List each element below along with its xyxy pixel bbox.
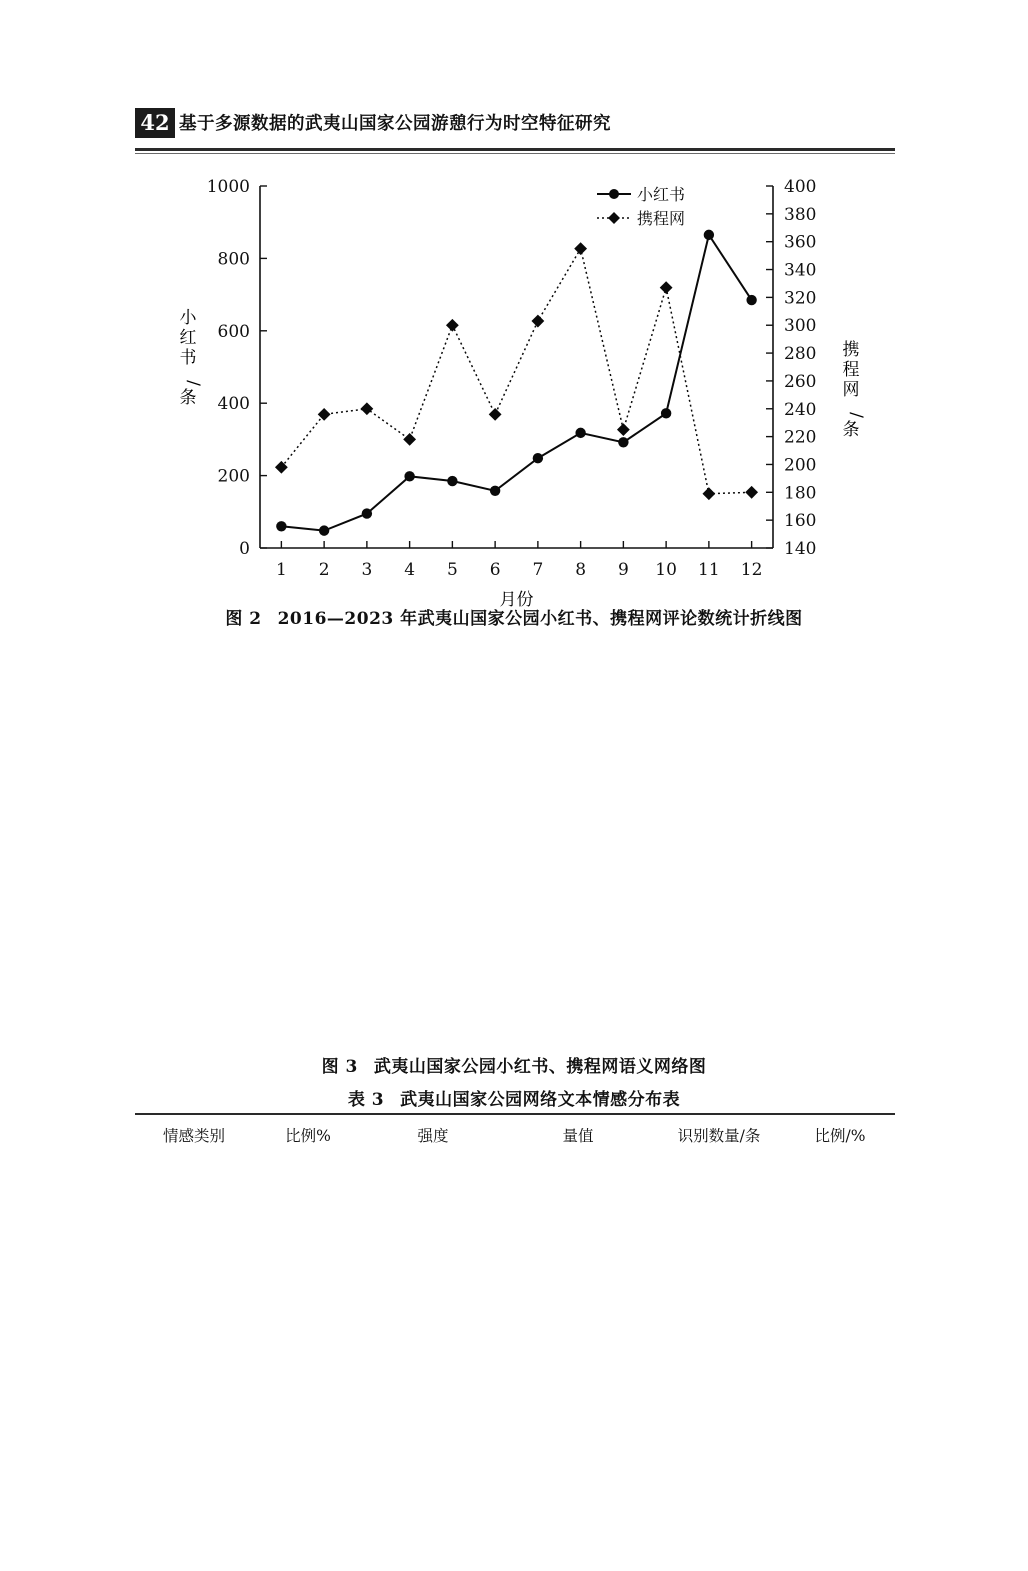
y-tick-label-right: 140 bbox=[784, 539, 817, 559]
y-tick-label-right: 380 bbox=[784, 204, 817, 225]
x-tick-label: 4 bbox=[404, 560, 416, 580]
figure-3-caption-text: 武夷山国家公园小红书、携程网语义网络图 bbox=[373, 1057, 707, 1077]
col-header-range: 量值 bbox=[562, 1127, 594, 1145]
y-axis-title-left: 条 bbox=[179, 388, 197, 408]
y-tick-label-right: 200 bbox=[784, 455, 817, 476]
y-axis-title-left: 书 bbox=[179, 348, 197, 368]
page-number: 42 bbox=[135, 108, 175, 138]
x-tick-label: 2 bbox=[318, 560, 330, 580]
data-point-diamond bbox=[702, 487, 715, 500]
y-tick-label-right: 180 bbox=[784, 483, 817, 504]
col-header-count: 识别数量/条 bbox=[677, 1127, 761, 1145]
y-tick-label-right: 320 bbox=[784, 288, 817, 309]
network-svg bbox=[135, 640, 895, 1045]
chart-svg bbox=[135, 168, 895, 610]
x-tick-label: 8 bbox=[575, 560, 587, 580]
x-tick-label: 11 bbox=[698, 560, 720, 580]
data-point-diamond bbox=[617, 423, 630, 436]
y-tick-label-right: 360 bbox=[784, 232, 817, 253]
data-point-diamond bbox=[531, 315, 544, 328]
figure-3-semantic-network bbox=[135, 640, 895, 1045]
data-point-diamond bbox=[489, 408, 502, 421]
data-point-diamond bbox=[660, 281, 673, 294]
y-tick-label-left: 1000 bbox=[206, 177, 250, 197]
x-tick-label: 12 bbox=[740, 560, 763, 580]
table-3-caption-label: 表 3 bbox=[347, 1090, 385, 1110]
legend-marker-circle bbox=[609, 189, 619, 199]
col-header-percent: 比例/% bbox=[814, 1127, 866, 1145]
data-point-diamond bbox=[446, 319, 459, 332]
series-line-0 bbox=[281, 235, 751, 531]
x-tick-label: 6 bbox=[489, 560, 501, 580]
x-tick-label: 7 bbox=[532, 560, 544, 580]
x-tick-label: 5 bbox=[446, 560, 458, 580]
figure-2-caption bbox=[0, 604, 1028, 629]
data-point-circle bbox=[362, 508, 372, 518]
legend-label: 小红书 bbox=[637, 185, 686, 204]
figure-3-caption-label: 图 3 bbox=[321, 1057, 358, 1077]
data-point-diamond bbox=[574, 242, 587, 255]
table-head bbox=[135, 1114, 895, 1155]
header-rule-thin bbox=[135, 153, 895, 154]
data-point-diamond bbox=[403, 433, 416, 446]
table-header-row bbox=[135, 1114, 895, 1155]
y-tick-label-left: 400 bbox=[217, 394, 250, 415]
header-rule-thick bbox=[135, 148, 895, 151]
col-header-intensity: 强度 bbox=[417, 1127, 449, 1145]
y-axis-title-right: 程 bbox=[842, 360, 860, 380]
y-tick-label-left: 800 bbox=[217, 249, 250, 270]
x-tick-label: 10 bbox=[655, 560, 677, 580]
y-tick-label-left: 600 bbox=[217, 321, 250, 342]
sentiment-distribution-table bbox=[135, 1113, 895, 1155]
x-tick-label: 9 bbox=[617, 560, 629, 580]
figure-2-caption-text: 2016—2023 年武夷山国家公园小红书、携程网评论数统计折线图 bbox=[277, 609, 803, 629]
y-tick-label-right: 220 bbox=[784, 427, 817, 448]
figure-3-caption bbox=[0, 1052, 1028, 1077]
col-header-category: 情感类别 bbox=[162, 1127, 225, 1145]
running-head bbox=[135, 108, 895, 152]
legend-label: 携程网 bbox=[637, 209, 686, 228]
figure-2-caption-label: 图 2 bbox=[225, 609, 262, 629]
data-point-circle bbox=[447, 476, 457, 486]
data-point-diamond bbox=[360, 402, 373, 415]
data-point-circle bbox=[319, 525, 329, 535]
y-tick-label-right: 260 bbox=[784, 371, 817, 392]
table-3-caption-text: 武夷山国家公园网络文本情感分布表 bbox=[400, 1090, 681, 1110]
y-tick-label-right: 300 bbox=[784, 316, 817, 337]
col-header-ratio: 比例% bbox=[285, 1127, 331, 1145]
y-axis-title-right: / bbox=[846, 412, 866, 418]
data-point-circle bbox=[746, 295, 756, 305]
x-axis-title: 月份 bbox=[499, 590, 534, 610]
running-title: 基于多源数据的武夷山国家公园游憩行为时空特征研究 bbox=[179, 114, 611, 134]
figure-2-line-chart bbox=[135, 168, 895, 610]
series-line-1 bbox=[281, 249, 751, 494]
data-point-circle bbox=[533, 453, 543, 463]
data-point-circle bbox=[661, 408, 671, 418]
y-tick-label-right: 340 bbox=[784, 260, 817, 281]
data-point-circle bbox=[490, 486, 500, 496]
y-tick-label-right: 280 bbox=[784, 344, 817, 365]
table-3-caption bbox=[0, 1085, 1028, 1110]
legend-marker-diamond bbox=[608, 212, 620, 224]
data-point-circle bbox=[575, 428, 585, 438]
y-axis-title-right: 携 bbox=[842, 340, 860, 360]
y-axis-title-right: 条 bbox=[842, 420, 860, 440]
data-point-circle bbox=[618, 437, 628, 447]
y-tick-label-left: 200 bbox=[217, 466, 250, 487]
y-tick-label-right: 160 bbox=[784, 511, 817, 532]
y-axis-title-left: 红 bbox=[179, 328, 197, 348]
table-3 bbox=[135, 1113, 895, 1155]
data-point-circle bbox=[404, 471, 414, 481]
x-tick-label: 1 bbox=[275, 560, 287, 580]
x-tick-label: 3 bbox=[361, 560, 373, 580]
data-point-circle bbox=[704, 230, 714, 240]
y-tick-label-right: 240 bbox=[784, 399, 817, 420]
y-axis-title-left: 小 bbox=[179, 308, 197, 328]
y-tick-label-left: 0 bbox=[239, 539, 250, 559]
y-axis-title-left: / bbox=[183, 380, 203, 386]
data-point-diamond bbox=[745, 486, 758, 499]
y-tick-label-right: 400 bbox=[784, 177, 817, 197]
y-axis-title-right: 网 bbox=[842, 380, 860, 400]
data-point-circle bbox=[276, 521, 286, 531]
